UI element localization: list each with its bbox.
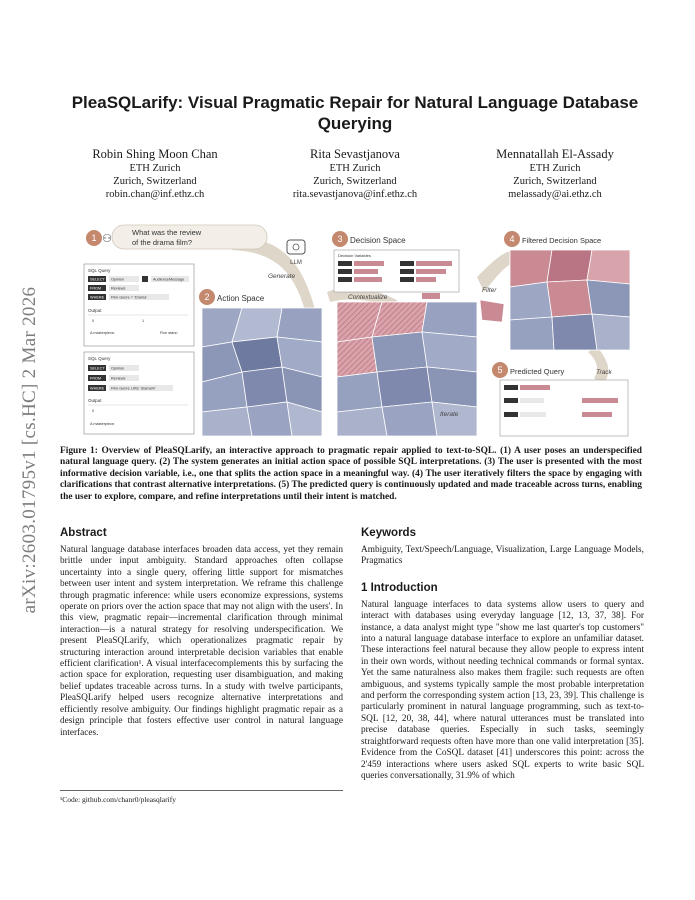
svg-text:Reviews: Reviews: [111, 286, 126, 291]
filter-shape: [480, 300, 504, 322]
paper-title: PleaSQLarify: Visual Pragmatic Repair for Natural Language Database Querying: [71, 93, 639, 133]
arxiv-stamp-area: [10, 250, 50, 650]
author-affiliation: ETH Zurich: [329, 163, 381, 174]
svg-text:Opinion: Opinion: [111, 366, 125, 371]
svg-text:SQL Query: SQL Query: [88, 268, 111, 273]
author-affiliation: ETH Zurich: [529, 163, 581, 174]
svg-text:Five stars!: Five stars!: [160, 331, 178, 335]
svg-text:1: 1: [142, 319, 145, 323]
author-name: Rita Sevastjanova: [310, 147, 400, 161]
author-affiliation: ETH Zurich: [129, 163, 181, 174]
step-number-1: 1: [91, 233, 97, 243]
predicted-query-panel: [500, 380, 628, 436]
step-number-3: 3: [337, 234, 343, 244]
author-location: Zurich, Switzerland: [313, 176, 397, 187]
step-label-predicted-query: Predicted Query: [510, 367, 565, 376]
author-1: [60, 146, 250, 201]
author-email[interactable]: rita.sevastjanova@inf.ethz.ch: [292, 189, 418, 200]
contextualize-label: Contextualize: [348, 294, 388, 301]
decision-variables-panel: [334, 250, 459, 292]
svg-text:WHERE: WHERE: [90, 386, 105, 391]
step-label-action-space: Action Space: [217, 294, 265, 303]
abstract-text: Natural language database interfaces broaden data access, yet they remain brittle under input ambiguity. Standard approaches often collapse uncertainty into a single query, offering little support for mismatches between user intent and system interpretation. We reframe this challenge through pragmatic inference: while users economize expressions, systems operate on priors over the action space that may not align with the users'. In this view, pragmatic repair—incremental clarification through minimal interaction—is a natural strategy for resolving underspecification. We present PleaSQLarify, which operationalizes pragmatic repair by structuring interaction around interpretable decision variables that enable efficient clarification¹. A visual interfacecomplements this by surfacing the action space for exploration, requesting user disambiguation, and making belief updates traceable across turns. In a study with twelve participants, PleaSQLarify helped users recognize alternative interpretations and efficiently resolve ambiguity. Our findings highlight pragmatic repair as a design principle that fosters effective user control in natural language interfaces.: [60, 545, 343, 738]
step-number-4: 4: [509, 234, 515, 244]
svg-text:Reviews: Reviews: [111, 376, 126, 381]
author-location: Zurich, Switzerland: [113, 176, 197, 187]
query-bubble-line2: of the drama film?: [132, 238, 193, 247]
track-label: Track: [596, 369, 612, 376]
svg-text:Film.Genre LIKE 'drama%': Film.Genre LIKE 'drama%': [111, 386, 156, 391]
svg-text:FROM: FROM: [90, 286, 102, 291]
svg-text:WHERE: WHERE: [90, 295, 105, 300]
svg-text:Decision Variables: Decision Variables: [338, 253, 371, 258]
svg-text:Output: Output: [88, 308, 102, 313]
action-space-voronoi: [202, 308, 322, 436]
svg-text:0: 0: [92, 409, 95, 413]
query-bubble-line1: What was the review: [132, 228, 202, 237]
svg-text:SELECT: SELECT: [90, 277, 105, 282]
keywords-text: Ambiguity, Text/Speech/Language, Visualization, Large Language Models, Pragmatics: [361, 545, 644, 567]
generate-label: Generate: [268, 273, 296, 280]
svg-text:SQL Query: SQL Query: [88, 356, 111, 361]
step-label-decision-space: Decision Space: [350, 236, 406, 245]
author-name: Mennatallah El-Assady: [496, 147, 614, 161]
author-email[interactable]: robin.chan@inf.ethz.ch: [105, 189, 205, 200]
introduction-heading: 1 Introduction: [361, 581, 438, 594]
step-label-filtered-decision-space: Filtered Decision Space: [522, 236, 602, 245]
author-block: [60, 146, 650, 201]
arxiv-stamp: arXiv:2603.01795v1 [cs.HC] 2 Mar 2026: [19, 286, 40, 614]
user-icon: ⚇: [102, 233, 112, 245]
figure-caption: Figure 1: Overview of PleaSQLarify, an interactive approach to pragmatic repair applied to text-to-SQL. (1) A user poses an underspecified natural language query. (2) The system generates an initial action space of possible SQL interpretations. (3) The user is presented with the most informative decision variable, i.e., one that splits the action space in a meaningful way. (4) The user iteratively filters the space by engaging with clarifications that contrast alternative interpretations. (5) The predicted query is continuously updated and made traceable across turns, enabling the user to explore, compare, and refine interpretations until their intent is matched.: [60, 446, 642, 502]
svg-text:AudienceMessage: AudienceMessage: [153, 277, 185, 282]
svg-text:A masterpiece.: A masterpiece.: [90, 422, 116, 426]
sql-card-2: [84, 352, 194, 434]
author-2: [260, 146, 450, 201]
svg-text:0: 0: [92, 319, 95, 323]
overview-figure: [82, 222, 642, 442]
filter-label: Filter: [482, 287, 497, 294]
svg-text:A masterpiece.: A masterpiece.: [90, 331, 116, 335]
author-3: [460, 146, 650, 201]
context-chip: [422, 293, 440, 299]
right-column: [361, 527, 644, 782]
author-email[interactable]: melassady@ai.ethz.ch: [508, 189, 602, 200]
filtered-space-voronoi: [510, 250, 630, 350]
step-number-2: 2: [204, 292, 210, 302]
introduction-text: Natural language interfaces to data systems allow users to query and interact with databases using everyday language [12, 13, 37, 38]. For instance, a data analyst might type "show me last quarter's top customers" into a natural language database interface to explore an unfamiliar dataset. These interactions feel natural because they allow people to express intent in their own words, without needing technical commands or formal syntax. Yet the same naturalness also makes them fragile: such requests are often ambiguous, and systems typically sample the most probable interpretation and perform the corresponding system action [13, 23, 39]. This challenge is particularly prominent in natural language programming, such as text-to-SQL [12, 20, 38, 44], where natural utterances must be translated into precise database queries. Especially in such tasks, seemingly straightforward requests often have more than one valid interpretation [35]. Evidence from the CoSQL dataset [41] underscores this point: across the 2'459 interactions where users asked SQL experts to write basic SQL queries conversationally, 31.9% of which: [361, 599, 644, 781]
left-column: [60, 527, 343, 739]
svg-text:SELECT: SELECT: [90, 366, 105, 371]
llm-icon: [287, 240, 305, 254]
sql-card-1: [84, 264, 194, 346]
abstract-heading: Abstract: [60, 527, 107, 539]
footnote: ¹Code: github.com/chanr0/pleasqlarify: [60, 790, 343, 804]
svg-text:Film.Genre = 'Drama': Film.Genre = 'Drama': [111, 295, 147, 300]
author-location: Zurich, Switzerland: [513, 176, 597, 187]
step-number-5: 5: [497, 365, 503, 375]
iterate-label: Iterate: [440, 411, 459, 418]
svg-text:Output: Output: [88, 398, 102, 403]
author-name: Robin Shing Moon Chan: [92, 147, 218, 161]
svg-text:Opinion: Opinion: [111, 277, 125, 282]
llm-label: LLM: [290, 260, 302, 266]
svg-text:FROM: FROM: [90, 376, 102, 381]
keywords-heading: Keywords: [361, 527, 416, 539]
